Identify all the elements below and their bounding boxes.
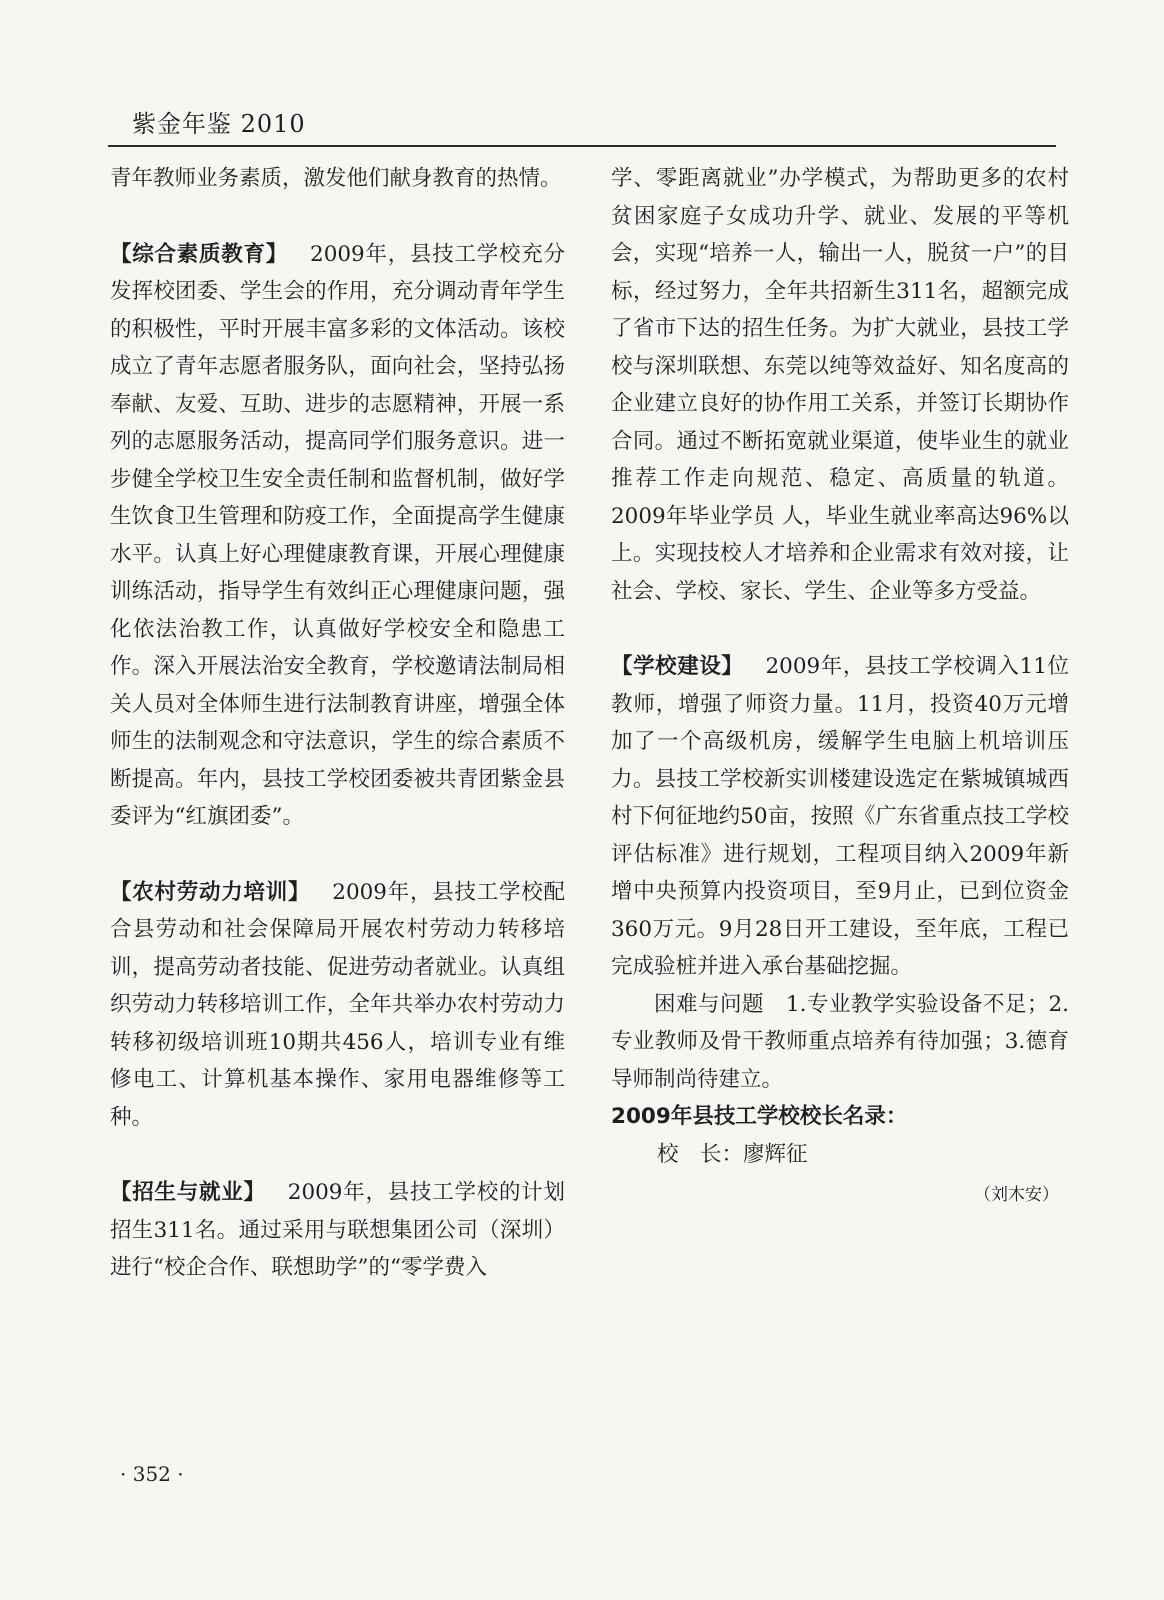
section-body: 2009年，县技工学校调入11位教师，增强了师资力量。11月，投资40万元增加了一个高级机房，缓解学生电脑上机培训压力。县技工学校新实训楼建设选定在紫城镇城西村下何征地约50亩，按照《广东省重点技工学校评估标准》进行规划，工程项目纳入2009年新增中央预算内投资项目，至9月止，已到位资金360万元。9月28日开工建设，至年底，工程已完成验桩并进入承台基础挖掘。 (611, 654, 1069, 979)
section-enrollment-employment (110, 1174, 565, 1287)
principal-list-title: 2009年县技工学校校长名录： (611, 1104, 908, 1129)
continuation-paragraph: 学、零距离就业”办学模式，为帮助更多的农村贫困家庭子女成功升学、就业、发展的平等机会，实现“培养一人，输出一人，脱贫一户”的目标，经过努力，全年共招新生311名，超额完成了省市下达的招生任务。为扩大就业，县技工学校与深圳联想、东莞以纯等效益好、知名度高的企业建立良好的协作用工关系，并签订长期协作合同。通过不断拓宽就业渠道，使毕业生的就业推荐工作走向规范、稳定、高质量的轨道。2009年毕业学员 人，毕业生就业率高达96%以上。实现技校人才培养和企业需求有效对接，让社会、学校、家长、学生、企业等多方受益。 (611, 166, 1069, 604)
section-school-construction (611, 648, 1069, 986)
section-heading: 【招生与就业】 (110, 1180, 266, 1205)
section-heading: 【农村劳动力培训】 (110, 879, 311, 905)
section-body: 2009年，县技工学校的计划招生311名。通过采用与联想集团公司（深圳）进行“校企合作、联想助学”的“零学费入 (110, 1180, 565, 1280)
section-rural-labor-training (110, 874, 565, 1137)
header-divider (108, 145, 1056, 147)
left-column (110, 160, 565, 1287)
right-column (611, 160, 1069, 1215)
author-credit: （刘木安） (974, 1185, 1059, 1205)
intro-paragraph: 青年教师业务素质，激发他们献身教育的热情。 (110, 166, 562, 191)
section-body: 2009年，县技工学校充分发挥校团委、学生会的作用，充分调动青年学生的积极性，平时开展丰富多彩的文体活动。该校成立了青年志愿者服务队，面向社会，坚持弘扬奉献、友爱、互助、进步的志愿精神，开展一系列的志愿服务活动，提高同学们服务意识。进一步健全学校卫生安全责任制和监督机制，做好学生饮食卫生管理和防疫工作，全面提高学生健康水平。认真上好心理健康教育课，开展心理健康训练活动，指导学生有效纠正心理健康问题，强化依法治教工作，认真做好学校安全和隐患工作。深入开展法治安全教育，学校邀请法制局相关人员对全体师生进行法制教育讲座，增强全体师生的法制观念和守法意识，学生的综合素质不断提高。年内，县技工学校团委被共青团紫金县委评为“红旗团委”。 (110, 241, 565, 829)
section-comprehensive-quality (110, 236, 565, 836)
section-body: 2009年，县技工学校配合县劳动和社会保障局开展农村劳动力转移培训，提高劳动者技能、促进劳动者就业。认真组织劳动力转移培训工作，全年共举办农村劳动力转移初级培训班10期共456人，培训专业有维修电工、计算机基本操作、家用电器维修等工种。 (110, 879, 565, 1130)
section-heading: 【学校建设】 (611, 654, 744, 679)
page-number: · 352 · (120, 1462, 184, 1486)
difficulties-paragraph: 困难与问题 1.专业教学实验设备不足；2.专业教师及骨干教师重点培养有待加强；3.德育导师制尚待建立。 (611, 991, 1069, 1092)
running-header-title: 紫金年鉴 2010 (132, 110, 306, 138)
principal-entry: 校 长：廖辉征 (657, 1141, 808, 1167)
section-heading: 【综合素质教育】 (110, 241, 289, 267)
